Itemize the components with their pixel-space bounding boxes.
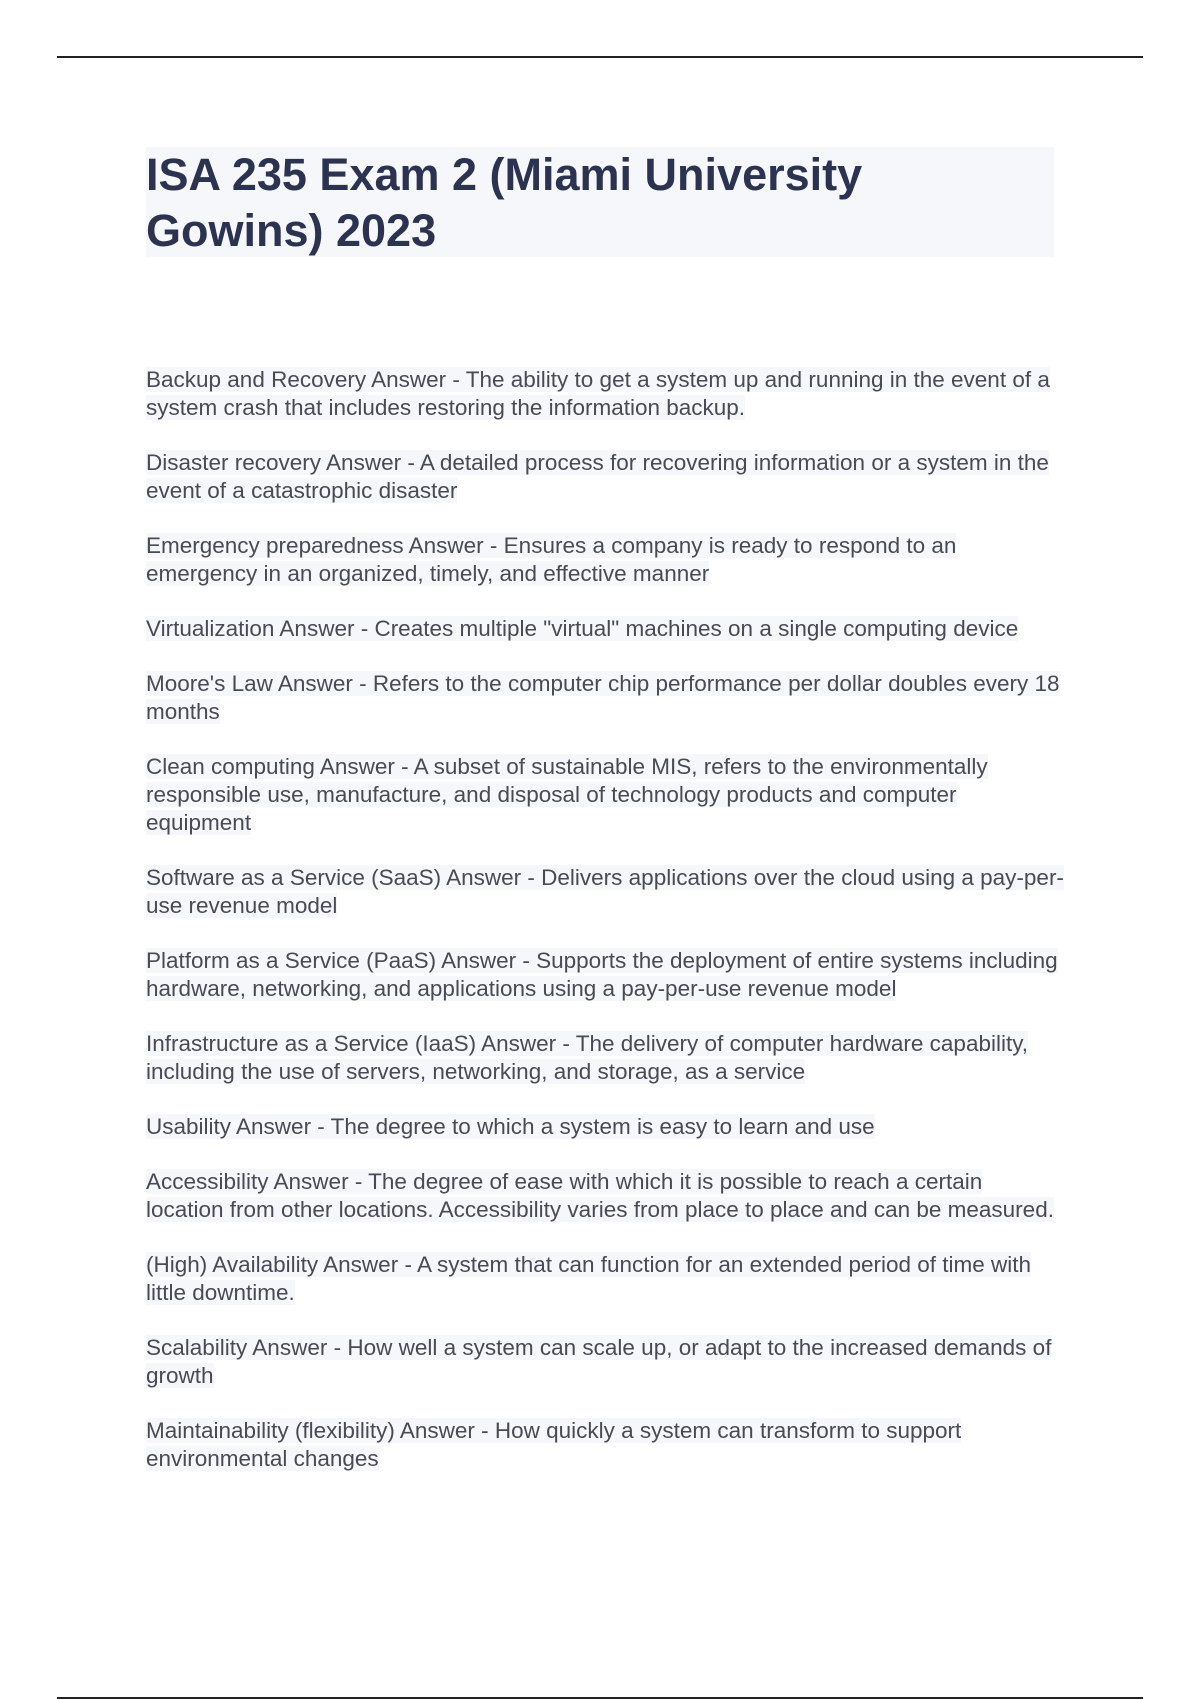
list-item <box>146 366 1066 422</box>
list-item <box>146 864 1066 920</box>
entry-text: Backup and Recovery Answer - The ability to get a system up and running in the event of a system crash that includes restoring the information backup. <box>146 367 1050 420</box>
list-item <box>146 615 1066 643</box>
answer-list <box>146 366 1066 1500</box>
entry-text: Usability Answer - The degree to which a system is easy to learn and use <box>146 1114 875 1139</box>
entry-text: Disaster recovery Answer - A detailed process for recovering information or a system in the event of a catastrophic disaster <box>146 450 1049 503</box>
list-item <box>146 1030 1066 1086</box>
top-rule <box>57 56 1143 58</box>
document-title: ISA 235 Exam 2 (Miami University Gowins) 2023 <box>146 149 863 256</box>
entry-text: (High) Availability Answer - A system that can function for an extended period of time with little downtime. <box>146 1252 1032 1305</box>
list-item <box>146 947 1066 1003</box>
entry-text: Software as a Service (SaaS) Answer - Delivers applications over the cloud using a pay-per-use revenue model <box>146 865 1064 918</box>
list-item <box>146 1251 1066 1307</box>
entry-text: Moore's Law Answer - Refers to the computer chip performance per dollar doubles every 18 months <box>146 671 1060 724</box>
list-item <box>146 1334 1066 1390</box>
list-item <box>146 532 1066 588</box>
list-item <box>146 1168 1066 1224</box>
bottom-rule <box>57 1697 1143 1699</box>
entry-text: Maintainability (flexibility) Answer - How quickly a system can transform to support environmental changes <box>146 1418 962 1471</box>
entry-text: Accessibility Answer - The degree of ease with which it is possible to reach a certain location from other locations. Accessibility varies from place to place and can be measured. <box>146 1169 1054 1222</box>
title-block <box>146 147 1054 257</box>
list-item <box>146 753 1066 837</box>
entry-text: Scalability Answer - How well a system can scale up, or adapt to the increased demands of growth <box>146 1335 1052 1388</box>
entry-text: Emergency preparedness Answer - Ensures a company is ready to respond to an emergency in an organized, timely, and effective manner <box>146 533 957 586</box>
entry-text: Infrastructure as a Service (IaaS) Answer - The delivery of computer hardware capability, including the use of servers, networking, and storage, as a service <box>146 1031 1029 1084</box>
entry-text: Platform as a Service (PaaS) Answer - Supports the deployment of entire systems including hardware, networking, and applications using a pay-per-use revenue model <box>146 948 1058 1001</box>
list-item <box>146 1113 1066 1141</box>
list-item <box>146 449 1066 505</box>
list-item <box>146 1417 1066 1473</box>
entry-text: Clean computing Answer - A subset of sustainable MIS, refers to the environmentally responsible use, manufacture, and disposal of technology products and computer equipment <box>146 754 988 835</box>
entry-text: Virtualization Answer - Creates multiple "virtual" machines on a single computing device <box>146 616 1019 641</box>
list-item <box>146 670 1066 726</box>
